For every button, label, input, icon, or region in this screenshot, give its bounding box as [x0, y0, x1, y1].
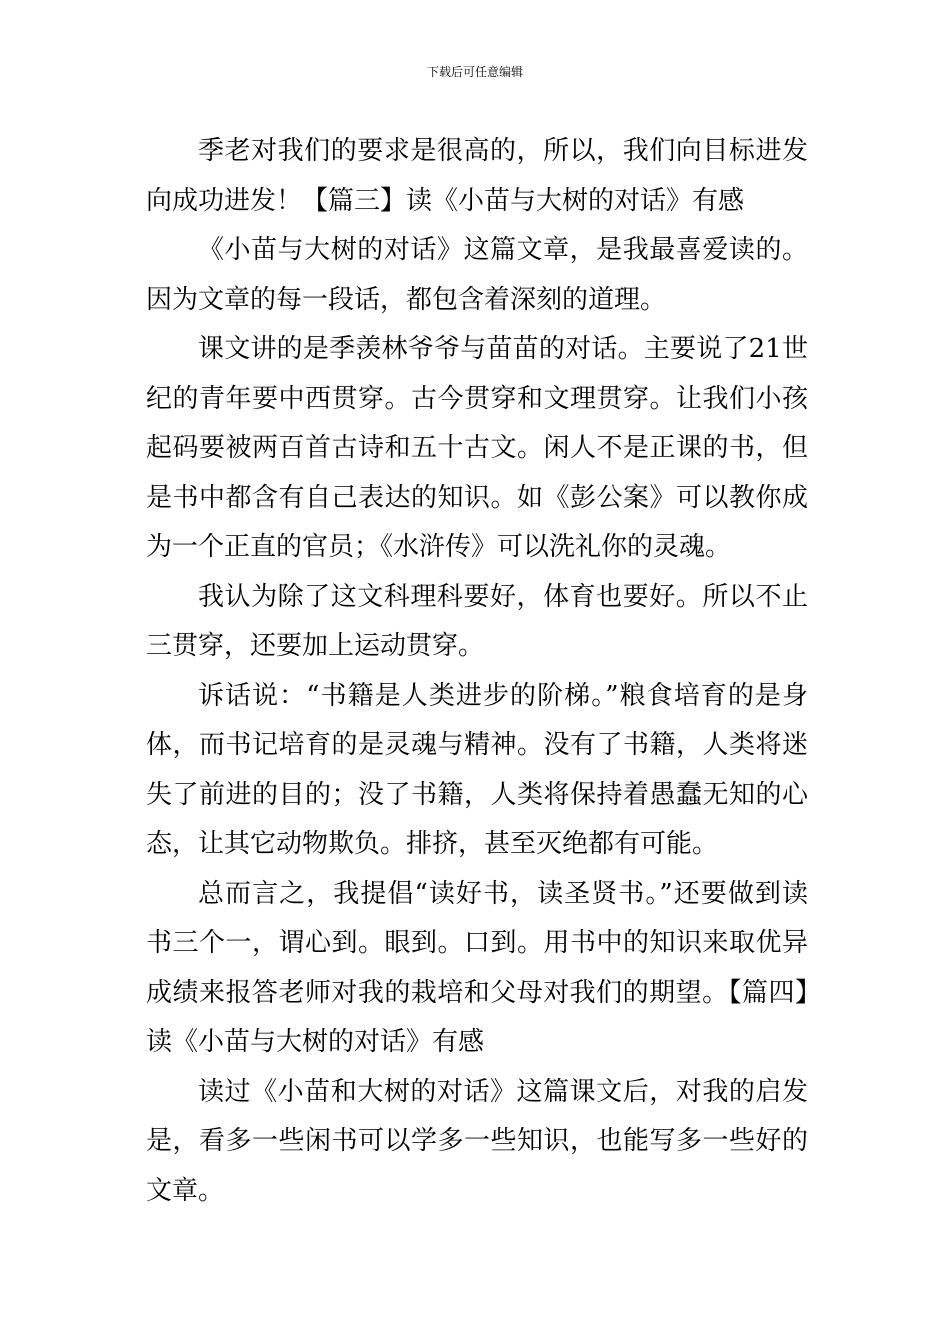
paragraph-5: 诉话说：“书籍是人类进步的阶梯。”粮食培育的是身体，而书记培育的是灵魂与精神。没有了书籍，人类将迷失了前进的目的；没了书籍，人类将保持着愚蠢无知的心态，让其它动物欺负。排挤，甚至灭绝都有可能。: [146, 680, 808, 859]
page-header: 下载后可任意编辑: [426, 65, 523, 79]
paragraph-3: 课文讲的是季羡林爷爷与苗苗的对话。主要说了21世纪的青年要中西贯穿。古今贯穿和文理贯穿。让我们小孩起码要被两百首古诗和五十古文。闲人不是正课的书，但是书中都含有自己表达的知识。如《彭公案》可以教你成为一个正直的官员；《水浒传》可以洗礼你的灵魂。: [146, 334, 808, 562]
paragraph-7: 读过《小苗和大树的对话》这篇课文后，对我的启发是，看多一些闲书可以学多一些知识，也能写多一些好的文章。: [146, 1076, 808, 1206]
paragraph-4: 我认为除了这文科理科要好，体育也要好。所以不止三贯穿，还要加上运动贯穿。: [146, 581, 808, 661]
paragraph-1: 季老对我们的要求是很高的，所以，我们向目标进发向成功进发！【篇三】读《小苗与大树的对话》有感: [146, 136, 808, 216]
document-body: [146, 127, 808, 1216]
paragraph-6: 总而言之，我提倡“读好书，读圣贤书。”还要做到读书三个一，谓心到。眼到。口到。用书中的知识来取优异成绩来报答老师对我的栽培和父母对我们的期望。【篇四】读《小苗与大树的对话》有感: [146, 878, 808, 1057]
paragraph-2: 《小苗与大树的对话》这篇文章，是我最喜爱读的。因为文章的每一段话，都包含着深刻的道理。: [146, 235, 808, 315]
